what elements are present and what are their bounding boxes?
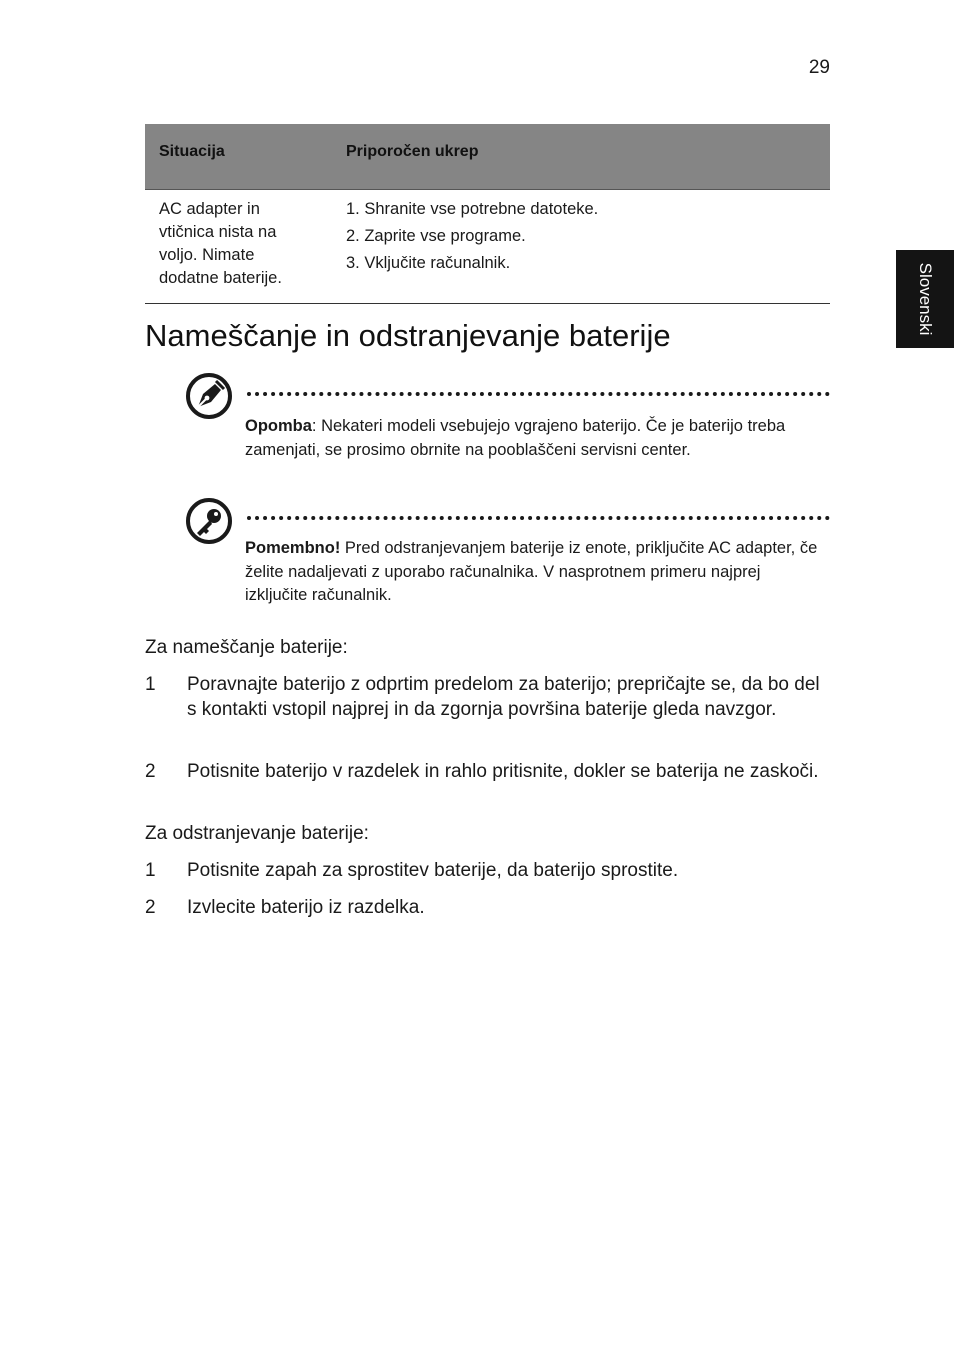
important-divider <box>247 516 830 520</box>
page-number: 29 <box>808 57 830 78</box>
list-text: Potisnite baterijo v razdelek in rahlo pritisnite, dokler se baterija ne zaskoči. <box>187 761 819 782</box>
note-text: Opomba: Nekateri modeli vsebujejo vgrajeno baterijo. Če je baterijo treba zamenjati, se prosimo obrnite na pooblaščeni servisni center. <box>245 417 786 459</box>
language-tab <box>896 250 954 348</box>
troubleshooting-table <box>145 124 830 304</box>
table-step: 3. Vključite računalnik. <box>346 254 511 272</box>
list-number: 2 <box>145 897 156 918</box>
important-label: Pomembno! <box>245 539 341 557</box>
table-step: 2. Zaprite vse programe. <box>346 227 526 245</box>
install-intro: Za nameščanje baterije: <box>145 637 348 658</box>
list-text: Izvlecite baterijo iz razdelka. <box>187 897 425 918</box>
table-header-action: Priporočen ukrep <box>332 124 830 190</box>
pen-note-icon <box>185 372 233 420</box>
note-box <box>185 372 830 472</box>
list-number: 1 <box>145 860 156 881</box>
table-step: 1. Shranite vse potrebne datoteke. <box>346 200 599 218</box>
table-cell-steps <box>332 190 830 304</box>
table-header-row <box>145 124 830 190</box>
list-number: 2 <box>145 761 156 782</box>
table-header-situation: Situacija <box>145 124 332 190</box>
important-box <box>185 497 830 617</box>
list-text: Potisnite zapah za sprostitev baterije, da baterijo sprostite. <box>187 860 679 881</box>
remove-intro: Za odstranjevanje baterije: <box>145 823 369 844</box>
table-cell-situation: AC adapter in vtičnica nista na voljo. Nimate dodatne baterije. <box>145 190 332 304</box>
list-text: Poravnajte baterijo z odprtim predelom za baterijo; prepričajte se, da bo del s kontakti vstopil najprej in da zgornja površina baterije gleda navzgor. <box>187 674 820 720</box>
list-number: 1 <box>145 674 156 695</box>
note-divider <box>247 392 830 396</box>
language-tab-label: Slovenski <box>916 262 935 336</box>
note-label: Opomba <box>245 417 312 435</box>
key-important-icon <box>185 497 233 545</box>
table-row <box>145 190 830 304</box>
section-title: Nameščanje in odstranjevanje baterije <box>145 318 671 353</box>
important-text: Pomembno! Pred odstranjevanjem baterije iz enote, priključite AC adapter, če želite nadaljevati z uporabo računalnika. V nasprotnem primeru najprej izključite računalnik. <box>245 539 818 604</box>
